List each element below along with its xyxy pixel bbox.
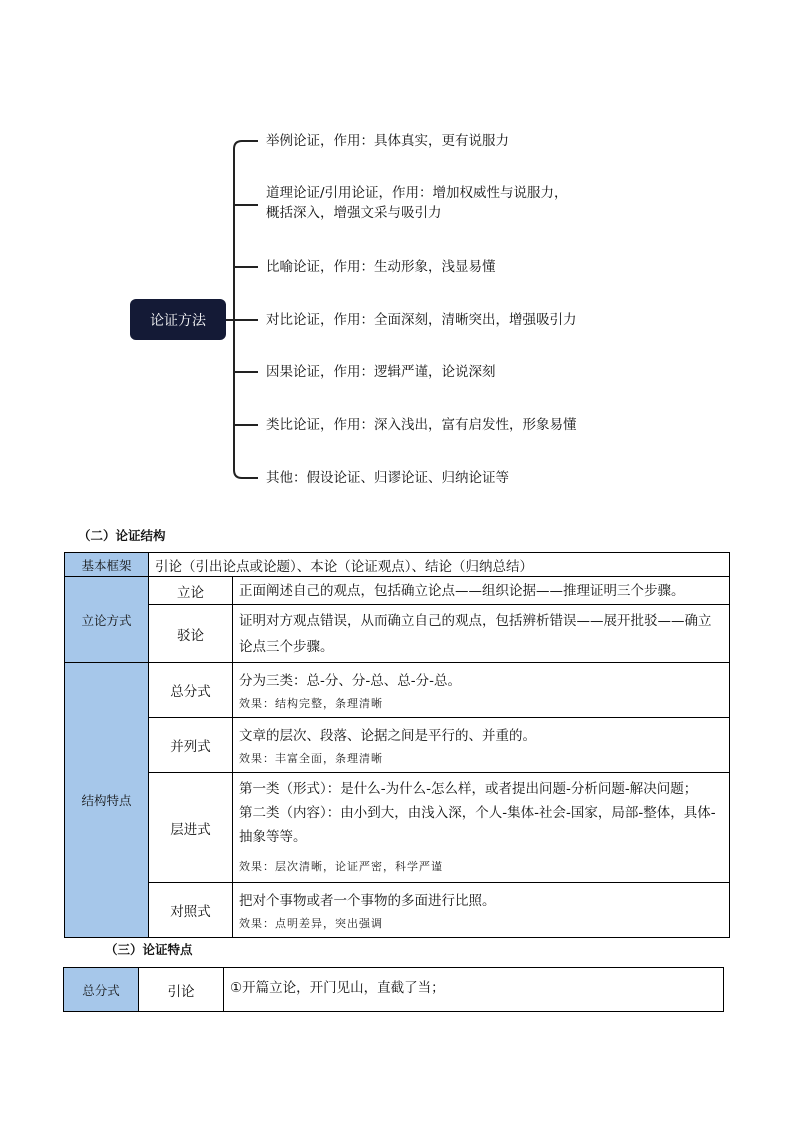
struct-label: 对照式 [149, 883, 233, 938]
struct-cell: 分为三类：总-分、分-总、总-分-总。 效果：结构完整，条理清晰 [233, 663, 730, 718]
bolun-label: 驳论 [149, 605, 233, 663]
struct-label: 层进式 [149, 773, 233, 883]
struct-label: 并列式 [149, 718, 233, 773]
table-row [65, 663, 730, 718]
mindmap-root: 论证方法 [130, 299, 226, 340]
table-row [65, 883, 730, 938]
branch-analogy: 类比论证，作用：深入浅出，富有启发性，形象易懂 [266, 417, 577, 433]
features-part: 引论 [139, 968, 224, 1012]
section2-title: （二）论证结构 [78, 528, 166, 543]
lilun-group: 立论方式 [65, 577, 149, 663]
struct-group: 结构特点 [65, 663, 149, 938]
structure-table [64, 552, 730, 938]
struct-label: 总分式 [149, 663, 233, 718]
features-desc: ①开篇立论，开门见山，直截了当； [224, 968, 724, 1012]
branch-causal: 因果论证，作用：逻辑严谨，论说深刻 [266, 364, 496, 380]
branch-metaphor: 比喻论证，作用：生动形象，浅显易懂 [266, 259, 496, 275]
branch-example: 举例论证，作用：具体真实，更有说服力 [266, 133, 509, 149]
basic-label: 基本框架 [65, 553, 149, 577]
features-table [63, 967, 724, 1012]
struct-cell: 把对个事物或者一个事物的多面进行比照。 效果：点明差异，突出强调 [233, 883, 730, 938]
basic-value: 引论（引出论点或论题）、本论（论证观点）、结论（归纳总结） [149, 553, 730, 577]
struct-cell: 第一类（形式）：是什么-为什么-怎么样，或者提出问题-分析问题-解决问题； 第二类（内容）：由小到大，由浅入深，个人-集体-社会-国家，局部-整体，具体-抽象等等。 效果：层次清晰，论证严密，科学严谨 [233, 773, 730, 883]
lilun-text: 正面阐述自己的观点，包括确立论点——组织论据——推理证明三个步骤。 [233, 577, 730, 605]
branch-bracket [234, 141, 258, 478]
branch-other: 其他：假设论证、归谬论证、归纳论证等 [266, 470, 509, 486]
branch-reasoning: 道理论证/引用论证，作用：增加权威性与说服力， 概括深入，增强文采与吸引力 [266, 185, 568, 221]
table-row [65, 773, 730, 883]
features-type: 总分式 [64, 968, 139, 1012]
table-row [65, 577, 730, 605]
table-row [65, 553, 730, 577]
table-row [65, 718, 730, 773]
bolun-text: 证明对方观点错误，从而确立自己的观点，包括辨析错误——展开批驳——确立论点三个步骤。 [233, 605, 730, 663]
lilun-label: 立论 [149, 577, 233, 605]
mindmap [0, 0, 794, 510]
branch-contrast: 对比论证，作用：全面深刻，清晰突出，增强吸引力 [266, 312, 577, 328]
table-row [64, 968, 724, 1012]
table-row [65, 605, 730, 663]
struct-cell: 文章的层次、段落、论据之间是平行的、并重的。 效果：丰富全面，条理清晰 [233, 718, 730, 773]
section3-title: （三）论证特点 [105, 942, 193, 957]
